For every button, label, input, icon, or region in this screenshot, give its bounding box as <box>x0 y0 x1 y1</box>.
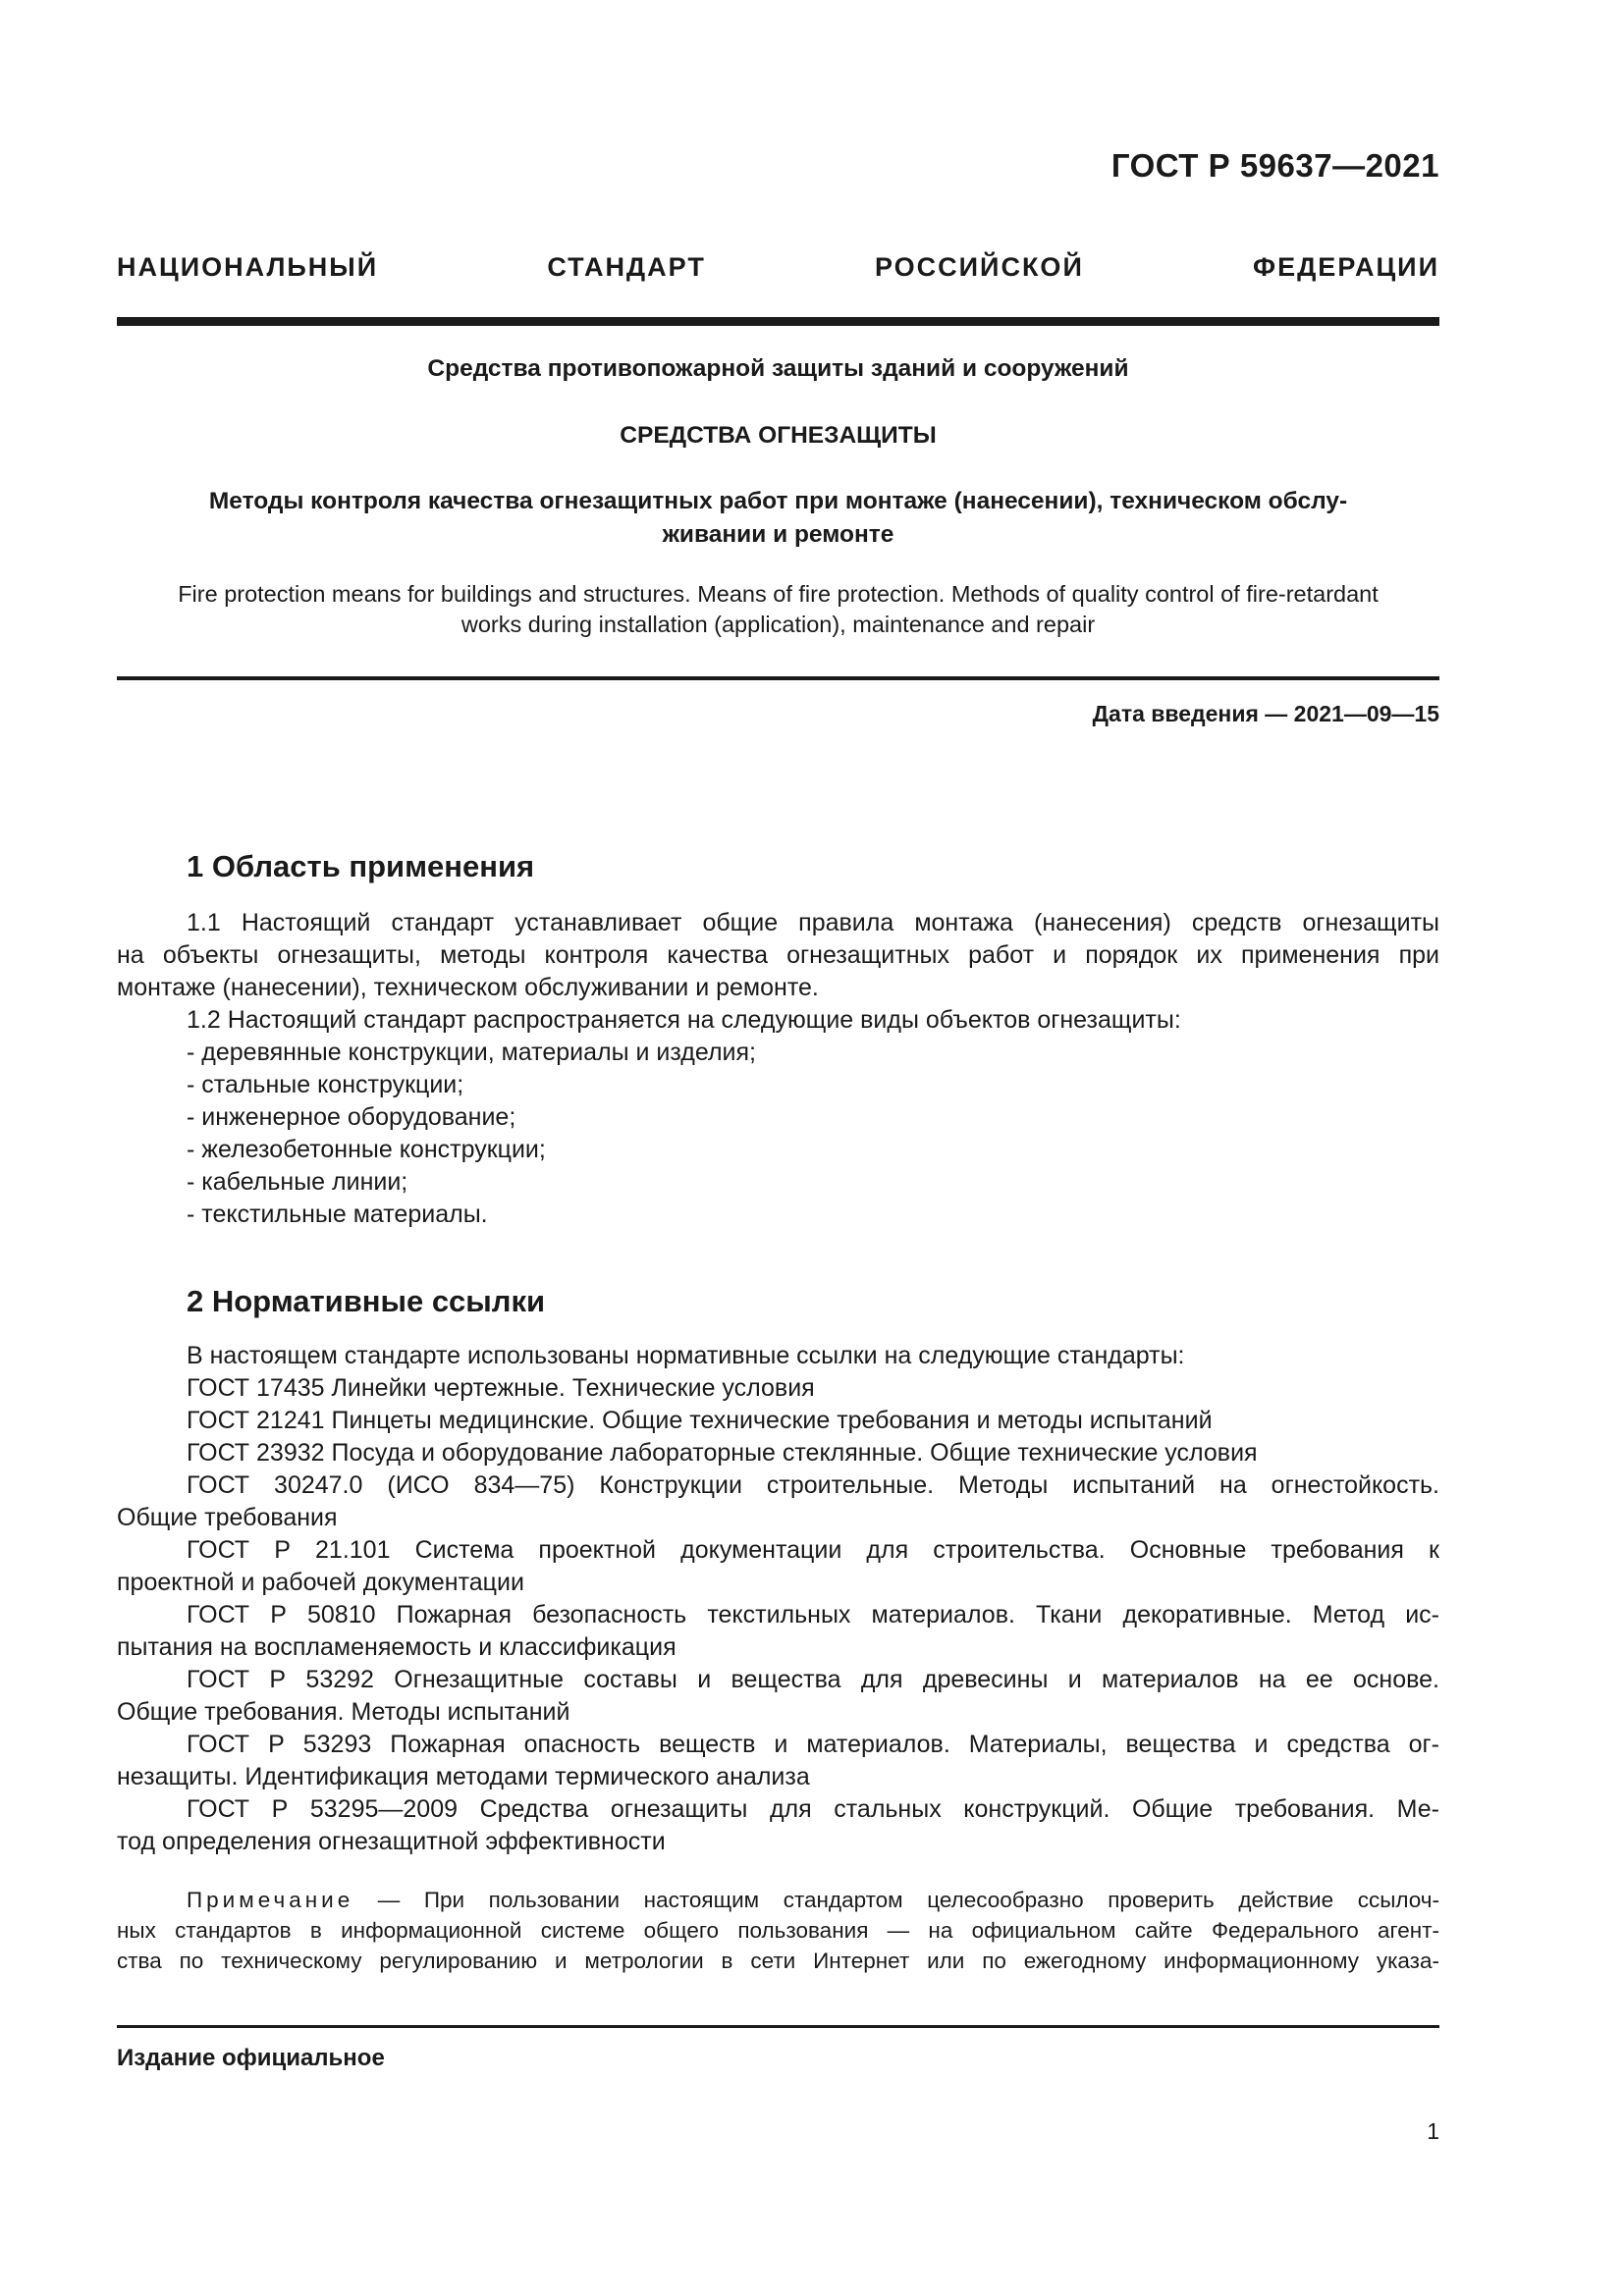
title-main: СРЕДСТВА ОГНЕЗАЩИТЫ <box>620 422 937 449</box>
note-block <box>117 1885 1439 1976</box>
list-item: - стальные конструкции; <box>187 1071 464 1098</box>
reference-line: тод определения огнезащитной эффективности <box>117 1828 666 1855</box>
reference-line: проектной и рабочей документации <box>117 1569 524 1596</box>
section-body-scope <box>117 907 1439 1231</box>
list-item: - инженерное оборудование; <box>187 1103 516 1131</box>
reference-line: ГОСТ 17435 Линейки чертежные. Технические условия <box>187 1374 815 1402</box>
reference-line: ГОСТ Р 53295—2009 Средства огнезащиты для стальных конструкций. Общие требования. Ме- <box>187 1795 1439 1823</box>
header-rule <box>117 317 1439 326</box>
paragraph: 1.2 Настоящий стандарт распространяется на следующие виды объектов огнезащиты: <box>187 1006 1181 1034</box>
reference-line: Общие требования. Методы испытаний <box>117 1698 570 1726</box>
reference-line: ГОСТ Р 50810 Пожарная безопасность текстильных материалов. Ткани декоративные. Метод ис- <box>187 1601 1439 1629</box>
reference-line: пытания на воспламеняемость и классификация <box>117 1633 677 1661</box>
list-item: - текстильные материалы. <box>187 1201 488 1228</box>
edition-label: Издание официальное <box>117 2045 385 2071</box>
title-english <box>117 579 1439 640</box>
title-group: Средства противопожарной защиты зданий и сооружений <box>427 355 1129 382</box>
section-heading-references: 2 Нормативные ссылки <box>187 1284 546 1318</box>
footer-rule <box>117 2025 1439 2028</box>
national-standard-banner: НАЦИОНАЛЬНЫЙ СТАНДАРТ РОССИЙСКОЙ ФЕДЕРАЦИИ <box>117 252 1439 282</box>
paragraph-line: монтаже (нанесении), техническом обслуживании и ремонте. <box>117 974 819 1001</box>
note-text: — При пользовании настоящим стандартом целесообразно проверить действие ссылоч- <box>353 1888 1439 1912</box>
title-rule <box>117 676 1439 680</box>
section-heading-scope: 1 Область применения <box>187 849 535 883</box>
paragraph-line: на объекты огнезащиты, методы контроля качества огнезащитных работ и порядок их применения при <box>117 941 1439 969</box>
title-sub <box>117 485 1439 552</box>
document-number: ГОСТ Р 59637—2021 <box>1110 147 1439 184</box>
reference-line: ГОСТ Р 53292 Огнезащитные составы и вещества для древесины и материалов на ее основе. <box>187 1666 1439 1693</box>
list-item: - железобетонные конструкции; <box>187 1136 546 1163</box>
title-sub-line: живании и ремонте <box>662 521 894 548</box>
title-sub-line: Методы контроля качества огнезащитных работ при монтаже (нанесении), техническом обслу- <box>208 488 1348 514</box>
section-body-references <box>117 1340 1439 1858</box>
introduction-date: Дата введения — 2021—09—15 <box>1092 701 1439 726</box>
note-line <box>117 1885 1439 1915</box>
reference-line: ГОСТ Р 21.101 Система проектной документации для строительства. Основные требования к <box>187 1536 1439 1564</box>
reference-line: ГОСТ 30247.0 (ИСО 834—75) Конструкции строительные. Методы испытаний на огнестойкость. <box>187 1471 1439 1499</box>
reference-line: Общие требования <box>117 1504 338 1531</box>
reference-line: ГОСТ Р 53293 Пожарная опасность веществ и материалов. Материалы, вещества и средства ог- <box>187 1731 1439 1758</box>
list-item: - деревянные конструкции, материалы и изделия; <box>187 1039 756 1066</box>
title-english-line: Fire protection means for buildings and structures. Means of fire protection. Methods of quality control of fire-retardant <box>178 581 1379 607</box>
document-page <box>117 0 1439 2296</box>
page-number: 1 <box>1427 2118 1439 2144</box>
title-english-line: works during installation (application), maintenance and repair <box>460 612 1096 637</box>
list-item: - кабельные линии; <box>187 1168 408 1196</box>
note-label: Примечание <box>187 1888 354 1912</box>
paragraph: В настоящем стандарте использованы нормативные ссылки на следующие стандарты: <box>187 1342 1185 1369</box>
note-line: ных стандартов в информационной системе общего пользования — на официальном сайте Федерального агент- <box>117 1918 1439 1943</box>
note-line: ства по техническому регулированию и метрологии в сети Интернет или по ежегодному информационному указа- <box>117 1949 1439 1973</box>
paragraph-line: 1.1 Настоящий стандарт устанавливает общие правила монтажа (нанесения) средств огнезащиты <box>187 909 1439 936</box>
reference-line: ГОСТ 23932 Посуда и оборудование лабораторные стеклянные. Общие технические условия <box>187 1439 1258 1467</box>
reference-line: ГОСТ 21241 Пинцеты медицинские. Общие технические требования и методы испытаний <box>187 1407 1213 1434</box>
reference-line: незащиты. Идентификация методами термического анализа <box>117 1763 810 1790</box>
